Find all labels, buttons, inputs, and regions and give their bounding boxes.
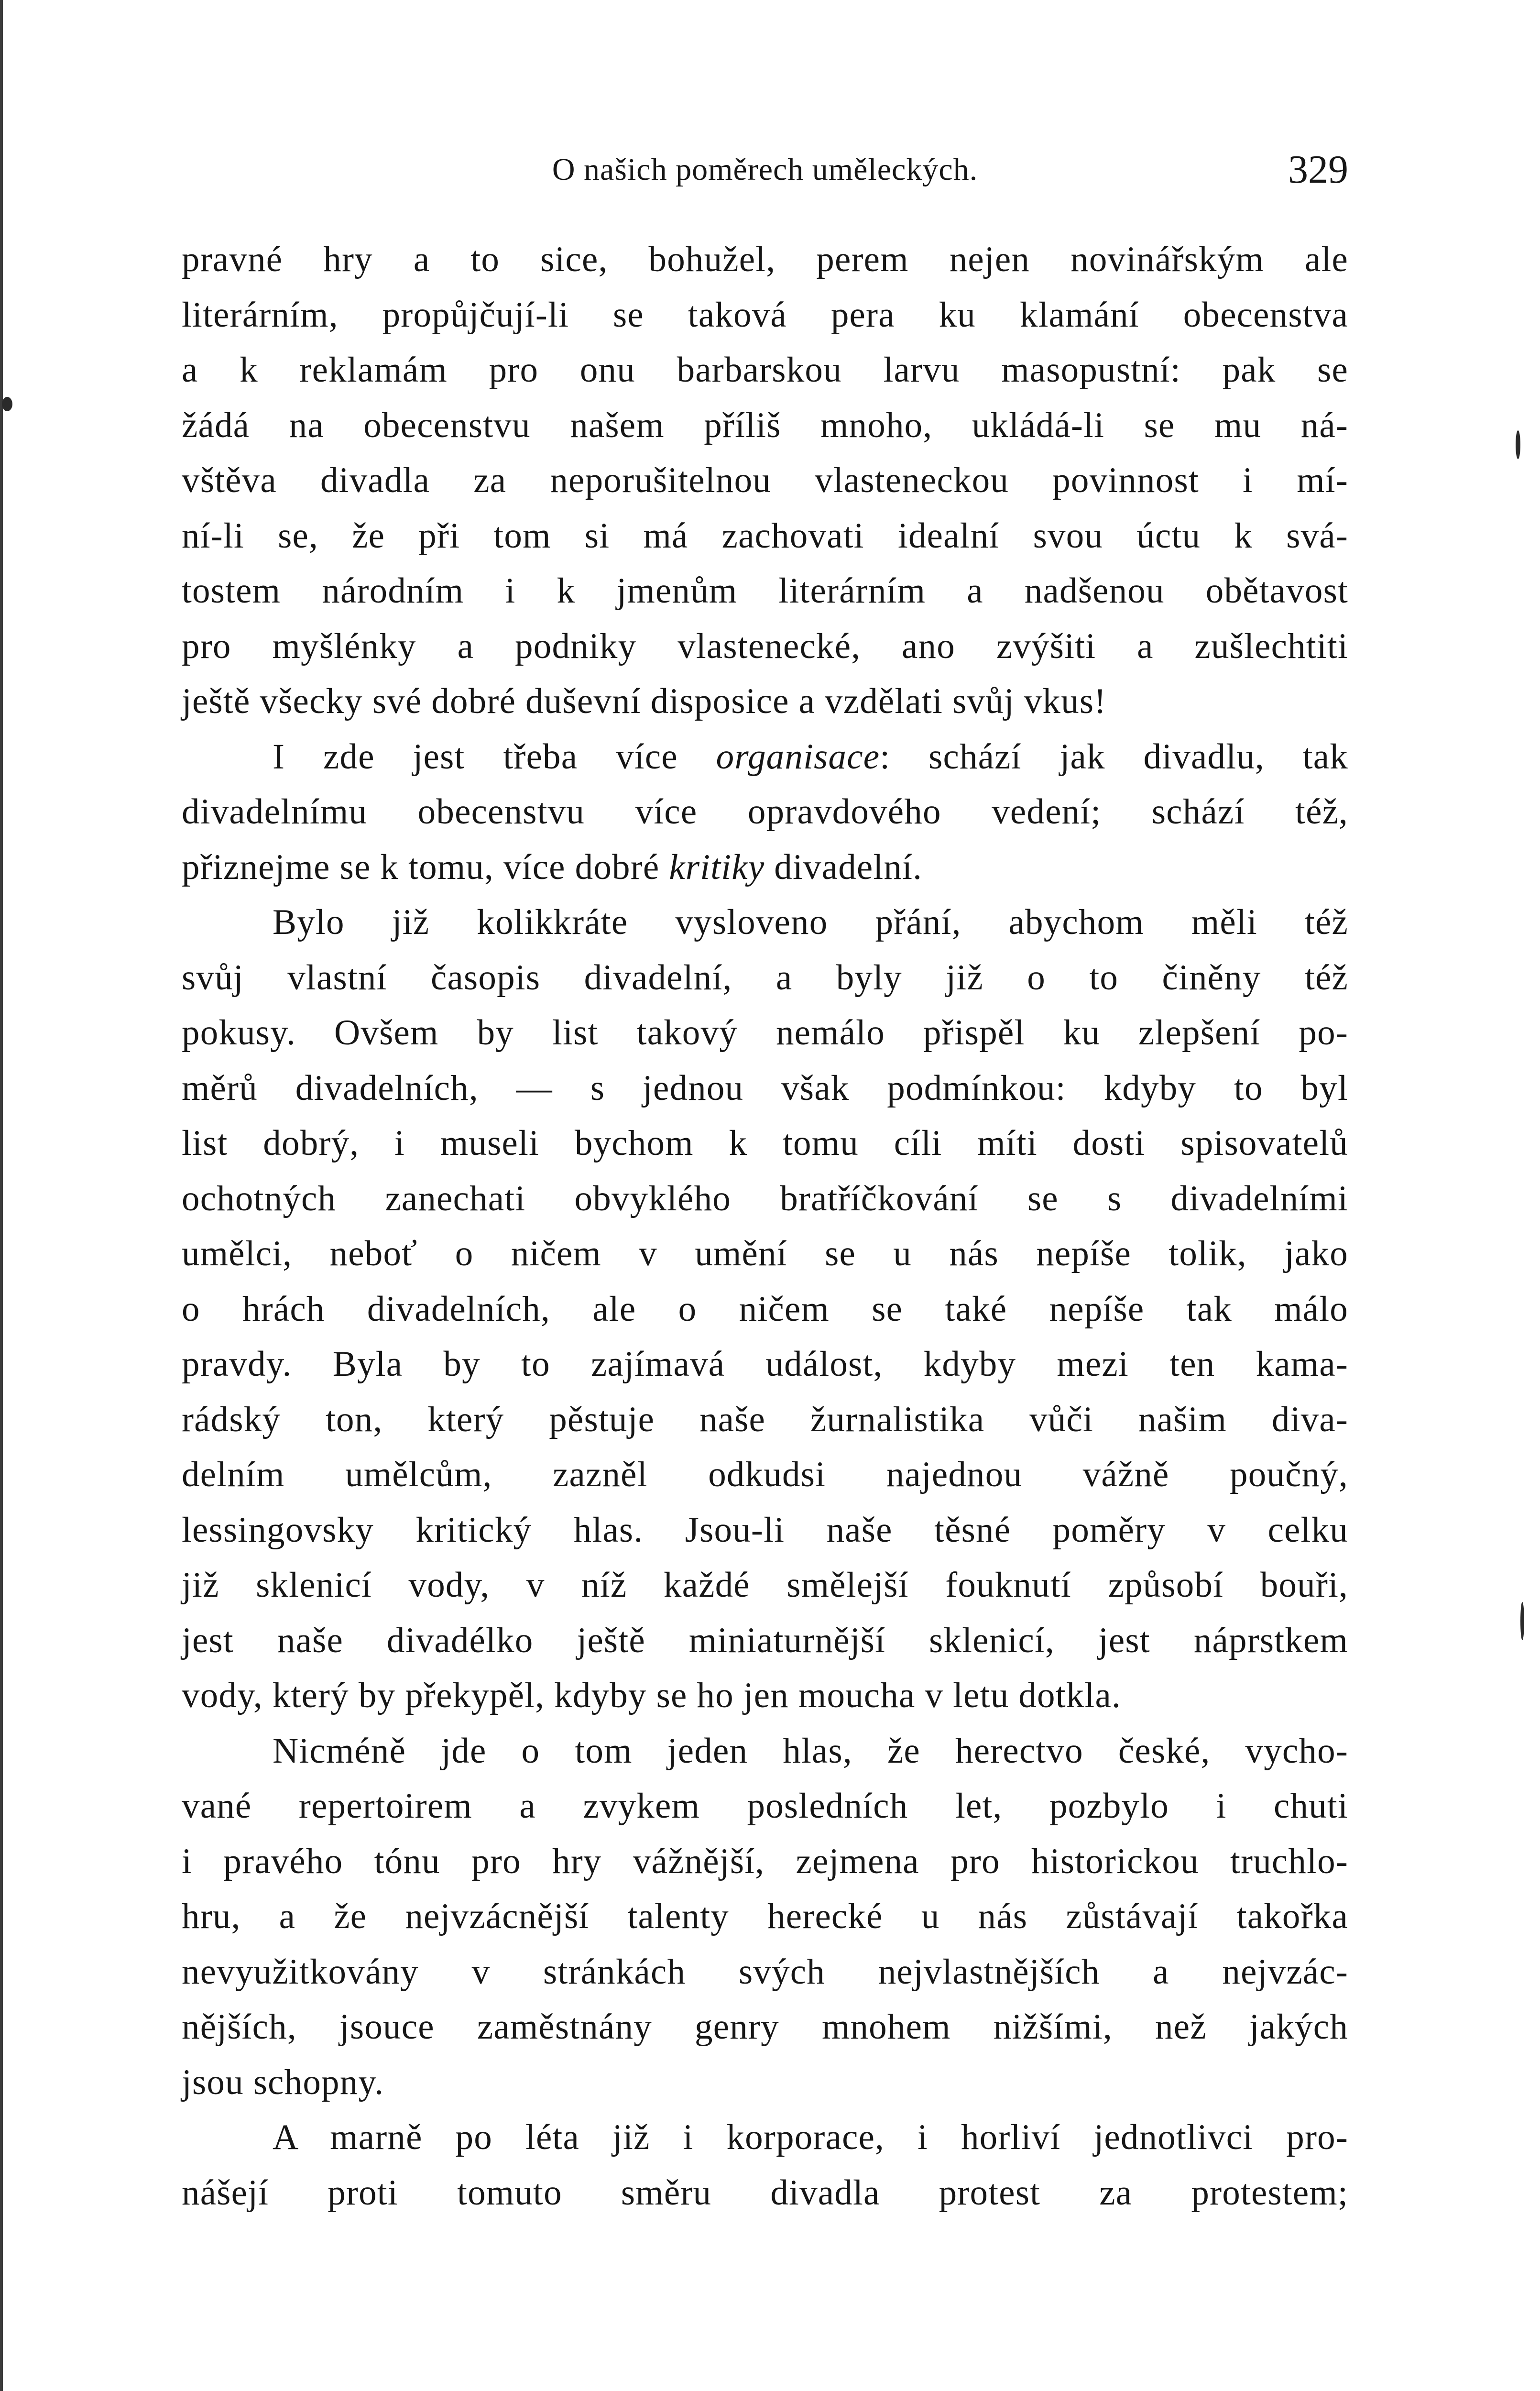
text-line: svůj vlastní časopis divadelní, a byly již o to činěny též (182, 957, 1348, 998)
text-line: pro myšlénky a podniky vlastenecké, ano zvýšiti a zušlechtiti (182, 626, 1348, 666)
text-line: žádá na obecenstvu našem příliš mnoho, ukládá-li se mu ná- (182, 405, 1348, 445)
text-line: delním umělcům, zazněl odkudsi najednou vážně poučný, (182, 1455, 1348, 1494)
text-line: rádský ton, který pěstuje naše žurnalistika vůči našim diva- (182, 1399, 1348, 1439)
text-line: tostem národním i k jmenům literárním a nadšenou obětavost (182, 571, 1348, 611)
text-fragment: divadelní. (765, 847, 923, 887)
text-line: pravdy. Byla by to zajímavá událost, kdyby mezi ten kama- (182, 1344, 1348, 1384)
text-line: hru, a že nejvzácnější talenty herecké u nás zůstávají takořka (182, 1897, 1348, 1936)
text-line: Bylo již kolikkráte vysloveno přání, abychom měli též (273, 902, 1348, 942)
text-line (182, 840, 1348, 895)
text-line: i pravého tónu pro hry vážnější, zejmena pro historickou truchlo- (182, 1841, 1348, 1881)
text-line: umělci, neboť o ničem v umění se u nás nepíše tolik, jako (182, 1234, 1348, 1273)
text-fragment: přiznejme se k tomu, více dobré (182, 847, 669, 887)
text-line: a k reklamám pro onu barbarskou larvu masopustní: pak se (182, 350, 1348, 390)
edge-smudge (1520, 1602, 1524, 1640)
text-line: Nicméně jde o tom jeden hlas, že herectvo české, vycho- (273, 1731, 1348, 1771)
text-line: měrů divadelních, — s jednou však podmínkou: kdyby to byl (182, 1068, 1348, 1108)
italic-word-organisace: organisace (716, 736, 880, 777)
text-line: ještě všecky své dobré duševní disposice a vzdělati svůj vkus! (182, 681, 1107, 721)
text-line: o hrách divadelních, ale o ničem se také nepíše tak málo (182, 1289, 1348, 1329)
edge-smudge (1516, 430, 1520, 459)
book-spine-edge (0, 0, 3, 2391)
body-text (182, 232, 1348, 2220)
text-line: nevyužitkovány v stránkách svých nejvlastnějších a nejvzác- (182, 1952, 1348, 1992)
text-line: vštěva divadla za neporušitelnou vlasteneckou povinnost i mí- (182, 461, 1348, 500)
text-line: již sklenicí vody, v níž každé smělejší fouknutí způsobí bouři, (182, 1565, 1348, 1605)
text-line: list dobrý, i museli bychom k tomu cíli míti dosti spisovatelů (182, 1123, 1348, 1163)
text-line: pravné hry a to sice, bohužel, perem nejen novinářským ale (182, 240, 1348, 279)
text-line: nějších, jsouce zaměstnány genry mnohem nižšími, než jakých (182, 2007, 1348, 2047)
text-line: vody, který by překypěl, kdyby se ho jen moucha v letu dotkla. (182, 1676, 1121, 1715)
text-line: divadelnímu obecenstvu více opravdového vedení; schází též, (182, 792, 1348, 832)
page-number: 329 (1288, 147, 1348, 192)
text-line: nášejí proti tomuto směru divadla protest za protestem; (182, 2172, 1348, 2213)
text-line: literárním, propůjčují-li se taková pera ku klamání obecenstva (182, 295, 1348, 335)
text-line: jsou schopny. (182, 2062, 384, 2102)
text-fragment: I zde jest třeba více (273, 736, 716, 777)
text-fragment: : schází jak divadlu, tak (880, 736, 1348, 777)
text-line: pokusy. Ovšem by list takový nemálo přispěl ku zlepšení po- (182, 1013, 1348, 1053)
text-line: ní-li se, že při tom si má zachovati idealní svou úctu k svá- (182, 515, 1348, 556)
text-line: A marně po léta již i korporace, i horliví jednotlivci pro- (273, 2117, 1348, 2157)
text-line: ochotných zanechati obvyklého bratříčkování se s divadelními (182, 1178, 1348, 1218)
running-title: O našich poměrech uměleckých. (552, 152, 978, 187)
text-line: lessingovsky kritický hlas. Jsou-li naše těsné poměry v celku (182, 1510, 1348, 1550)
text-line (182, 729, 1348, 785)
italic-word-kritiky: kritiky (669, 847, 765, 887)
edge-smudge (2, 397, 12, 411)
page-header (182, 143, 1348, 196)
text-line: jest naše divadélko ještě miniaturnější sklenicí, jest náprstkem (182, 1620, 1348, 1660)
text-line: vané repertoirem a zvykem posledních let, pozbylo i chuti (182, 1786, 1348, 1826)
